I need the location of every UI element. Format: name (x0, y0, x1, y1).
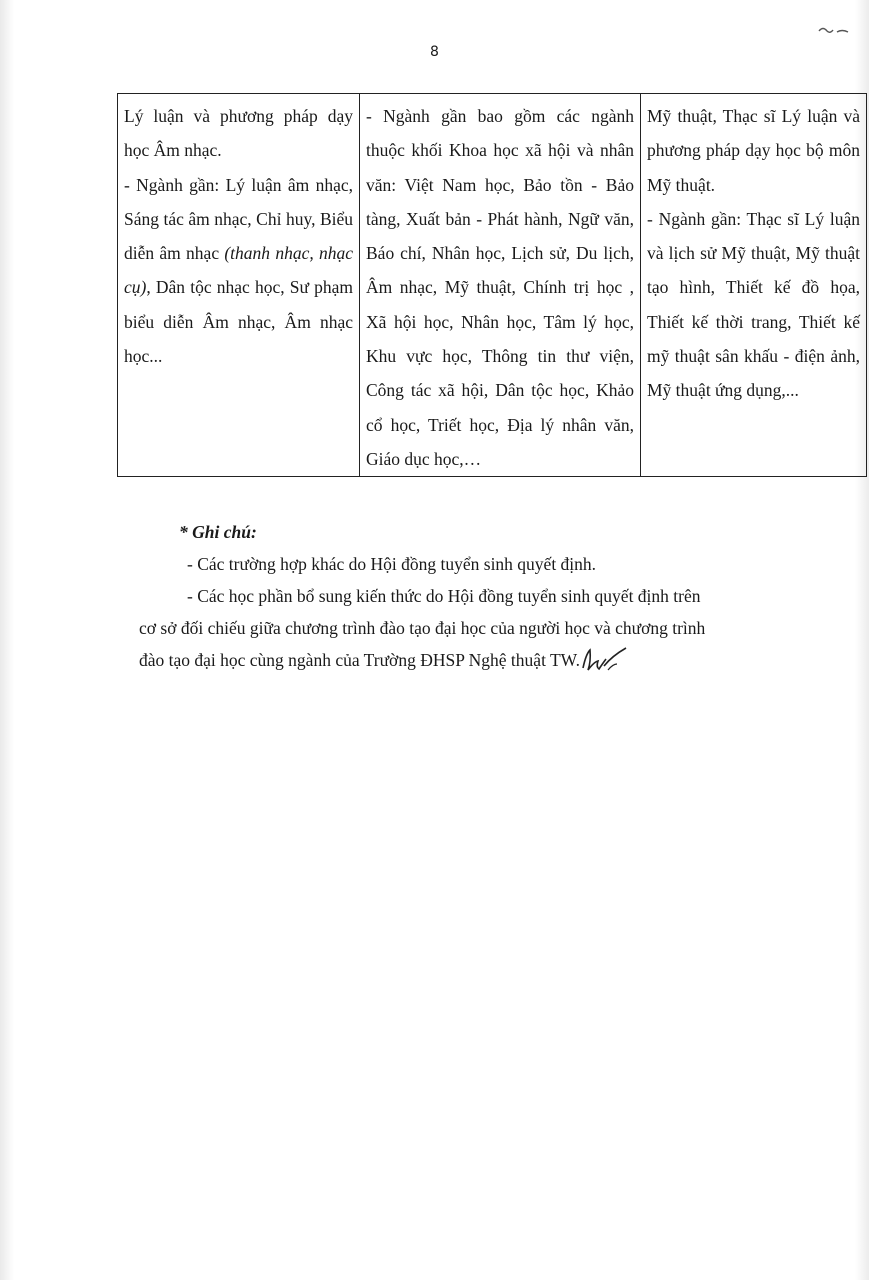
note-item-supplementary-end (139, 644, 805, 676)
signature-initials (580, 644, 628, 674)
table-cell-fine-arts (641, 94, 867, 477)
music-major-text: Lý luận và phương pháp dạy học Âm nhạc. (124, 106, 353, 161)
note-item-other-cases: - Các trường hợp khác do Hội đồng tuyển sinh quyết định. (187, 554, 597, 574)
music-related-italic: (thanh nhạc, nhạc cụ) (124, 243, 353, 298)
note-item-supplementary-cont: cơ sở đối chiếu giữa chương trình đào tạo đại học của người học và chương trình (139, 618, 706, 638)
music-related-majors (124, 168, 353, 374)
table-cell-social-sciences (360, 94, 641, 477)
table-cell-music (118, 94, 360, 477)
page-edge-shadow-left (0, 0, 14, 1280)
notes-section (139, 516, 805, 676)
music-related-text-b: , Dân tộc nhạc học, Sư phạm biểu diễn Âm nhạc, Âm nhạc học... (124, 277, 353, 367)
note-item-supplementary: - Các học phần bổ sung kiến thức do Hội đồng tuyển sinh quyết định trên (187, 586, 701, 606)
corner-ink-mark (817, 24, 851, 36)
note-item-supplementary-end-text: đào tạo đại học cùng ngành của Trường ĐHSP Nghệ thuật TW. (139, 650, 580, 670)
fine-arts-major-text: Mỹ thuật, Thạc sĩ Lý luận và phương pháp dạy học bộ môn Mỹ thuật. (647, 106, 860, 195)
table-row (118, 94, 867, 477)
social-sciences-text: - Ngành gần bao gồm các ngành thuộc khối Khoa học xã hội và nhân văn: Việt Nam học, Bảo tồn - Bảo tàng, Xuất bản - Phát hành, Ngữ văn, Báo chí, Nhân học, Lịch sử, Du lịch, Âm nhạc, Mỹ thuật, Chính trị học , Xã hội học, Nhân học, Tâm lý học, Khu vực học, Thông tin thư viện, Công tác xã hội, Dân tộc học, Khảo cổ học, Triết học, Địa lý nhân văn, Giáo dục học,… (366, 106, 634, 469)
program-table (117, 93, 867, 477)
notes-heading: * Ghi chú: (179, 522, 257, 542)
fine-arts-related-majors: - Ngành gần: Thạc sĩ Lý luận và lịch sử Mỹ thuật, Mỹ thuật tạo hình, Thiết kế đồ họa, Thiết kế thời trang, Thiết kế mỹ thuật sân khấu - điện ảnh, Mỹ thuật ứng dụng,... (647, 208, 860, 401)
music-related-text-a: - Ngành gần: Lý luận âm nhạc, Sáng tác âm nhạc, Chỉ huy, Biểu diễn âm nhạc (124, 174, 353, 264)
page-number: 8 (430, 44, 439, 60)
